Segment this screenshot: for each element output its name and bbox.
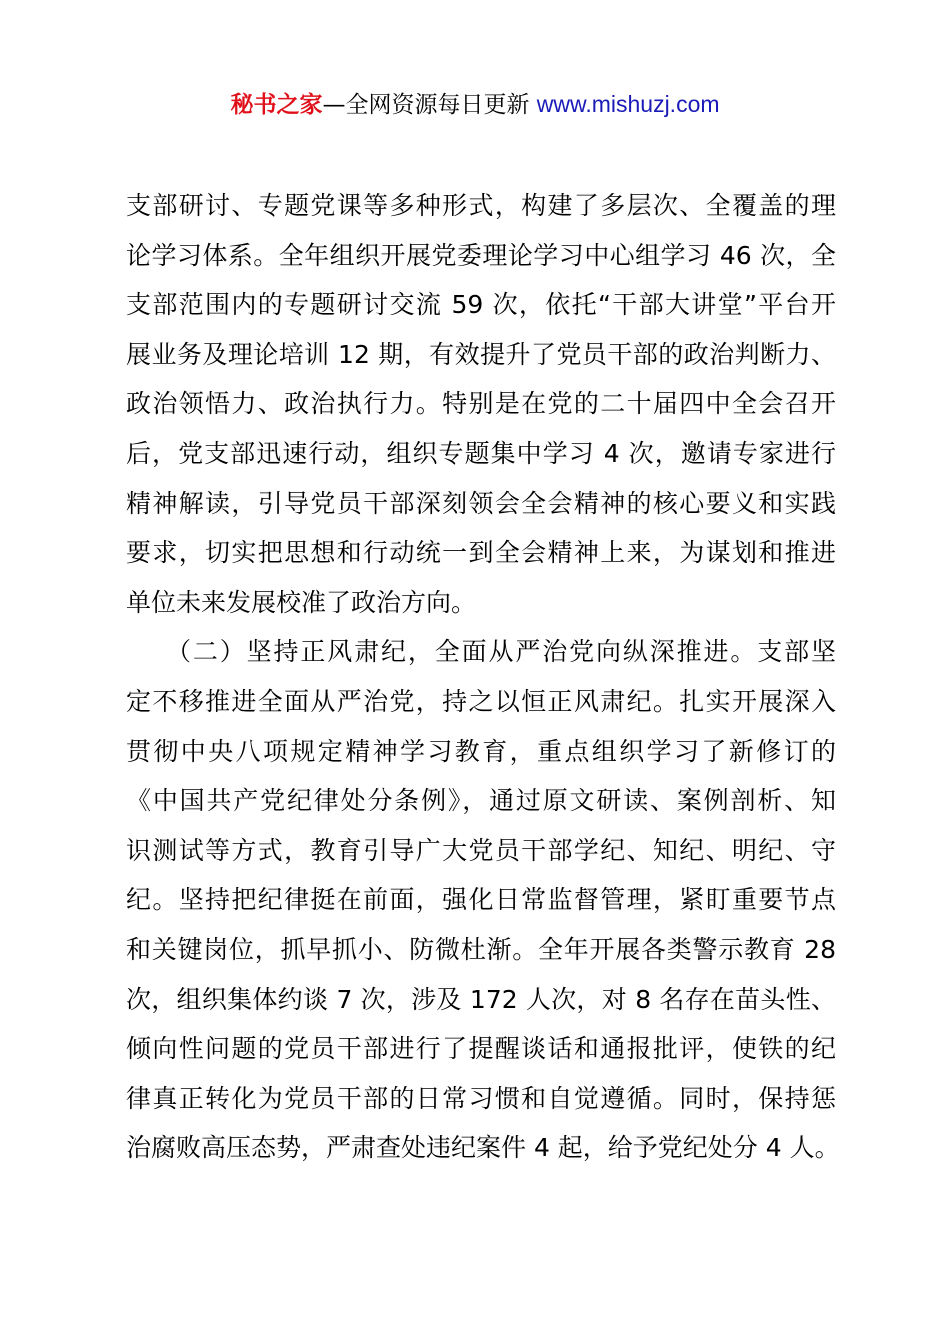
text-line: 政治领悟力、政治执行力。特别是在党的二十届四中全会召开 xyxy=(126,389,836,419)
text-line: 识测试等方式，教育引导广大党员干部学纪、知纪、明纪、守 xyxy=(126,835,836,865)
text-line: 贯彻中央八项规定精神学习教育，重点组织学习了新修订的 xyxy=(126,736,836,766)
text-line: 《中国共产党纪律处分条例》，通过原文研读、案例剖析、知 xyxy=(126,786,836,816)
text-line: 次，组织集体约谈 7 次，涉及 172 人次，对 8 名存在苗头性、 xyxy=(126,984,836,1014)
text-line: 支部研讨、专题党课等多种形式，构建了多层次、全覆盖的理 xyxy=(126,191,836,220)
text-line: 和关键岗位，抓早抓小、防微杜渐。全年开展各类警示教育 28 xyxy=(126,934,836,964)
brand-name: 秘书之家 xyxy=(230,92,323,118)
website-link[interactable]: www.mishuzj.com xyxy=(536,91,720,117)
text-line: 展业务及理论培训 12 期，有效提升了党员干部的政治判断力、 xyxy=(126,339,836,369)
text-line: 精神解读，引导党员干部深刻领会全会精神的核心要义和实践 xyxy=(126,488,836,518)
text-line: 论学习体系。全年组织开展党委理论学习中心组学习 46 次，全 xyxy=(126,240,836,270)
body-text xyxy=(126,181,840,1173)
text-line: 要求，切实把思想和行动统一到全会精神上来，为谋划和推进 xyxy=(126,538,836,568)
text-line: 律真正转化为党员干部的日常习惯和自觉遵循。同时，保持惩 xyxy=(126,1083,836,1113)
header-tagline: —全网资源每日更新 xyxy=(322,92,537,118)
text-line: 治腐败高压态势，严肃查处违纪案件 4 起，给予党纪处分 4 人。 xyxy=(126,1133,840,1163)
page-header xyxy=(0,86,950,123)
section-heading-line: （二）坚持正风肃纪，全面从严治党向纵深推进。支部坚 xyxy=(166,637,836,667)
text-line: 支部范围内的专题研讨交流 59 次，依托“干部大讲堂”平台开 xyxy=(126,290,836,320)
text-line: 后，党支部迅速行动，组织专题集中学习 4 次，邀请专家进行 xyxy=(126,438,836,468)
text-line: 定不移推进全面从严治党，持之以恒正风肃纪。扎实开展深入 xyxy=(126,686,836,716)
text-line: 纪。坚持把纪律挺在前面，强化日常监督管理，紧盯重要节点 xyxy=(126,885,836,915)
text-line: 倾向性问题的党员干部进行了提醒谈话和通报批评，使铁的纪 xyxy=(126,1034,836,1064)
text-line: 单位未来发展校准了政治方向。 xyxy=(126,587,477,617)
